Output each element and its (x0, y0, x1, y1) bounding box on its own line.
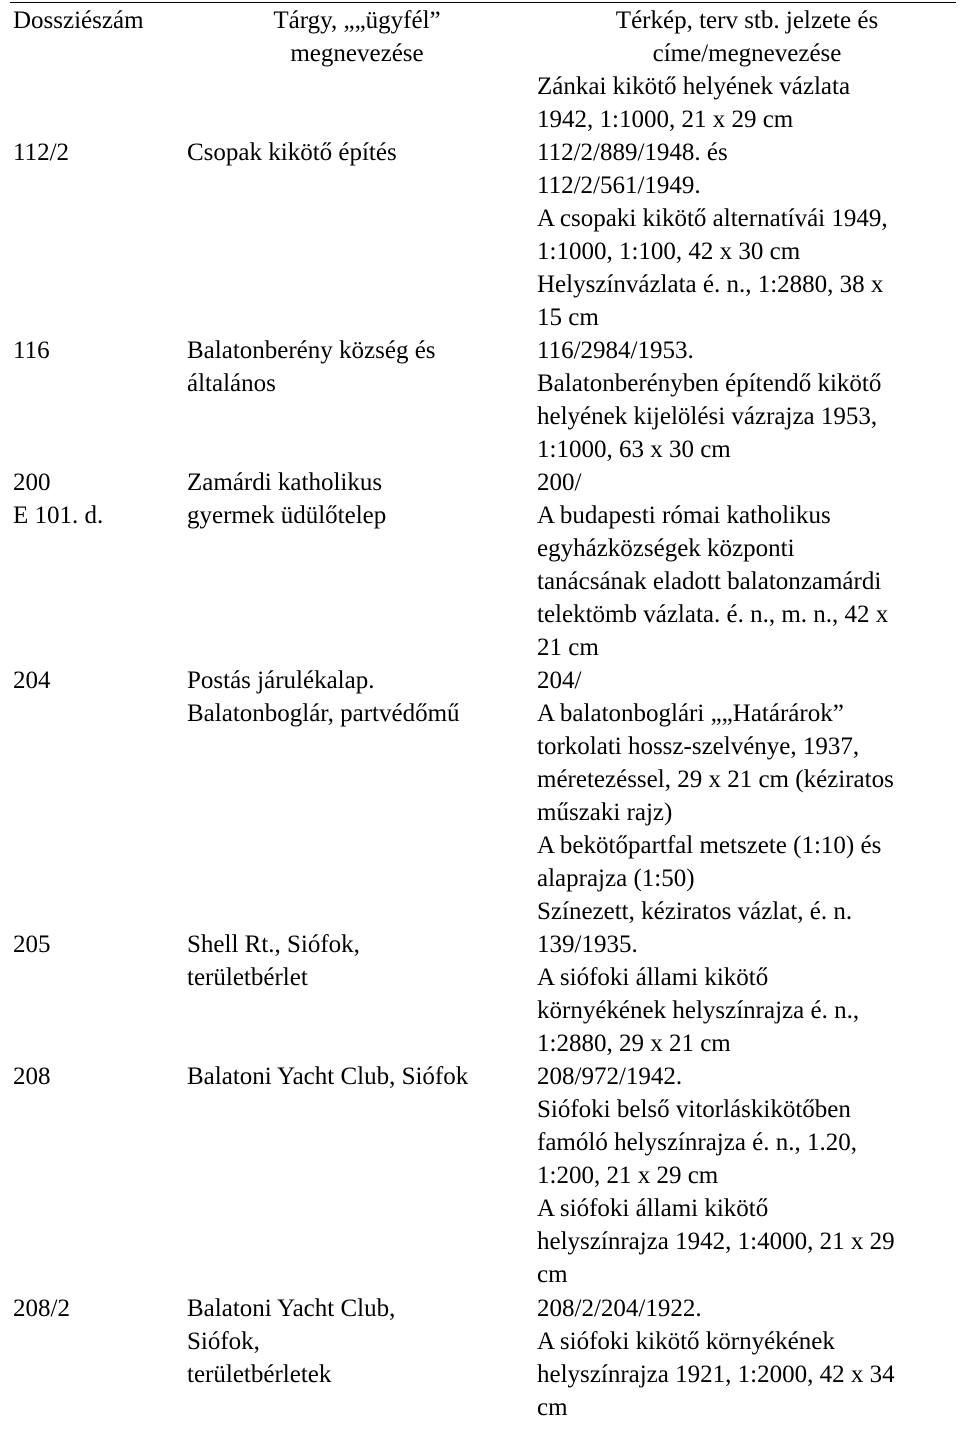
dossier-number-line: 112/2 (13, 139, 70, 166)
map-description-line: 1:1000, 1:100, 42 x 30 cm (537, 238, 801, 265)
subject-name-line: Balatoni Yacht Club, (187, 1295, 396, 1322)
dossier-number-line: 116 (13, 337, 50, 364)
header-map-title: Térkép, terv stb. jelzete és címe/megnevezése (615, 7, 879, 67)
dossier-number-line: E 101. d. (13, 502, 104, 529)
map-description-line: telektömb vázlata. é. n., m. n., 42 x (537, 601, 889, 628)
map-description-line: 200/ (537, 469, 582, 496)
subject-name-line: Shell Rt., Siófok, (187, 931, 360, 958)
map-description-line: 139/1935. (537, 931, 638, 958)
map-description-line: cm (537, 1261, 568, 1288)
map-description-line: 1942, 1:1000, 21 x 29 cm (537, 106, 794, 133)
map-description-line: 15 cm (537, 304, 599, 331)
dossier-number-line: 200 (13, 469, 51, 496)
subject-name-line: gyermek üdülőtelep (187, 502, 387, 529)
subject-name (187, 1060, 527, 1093)
map-description-line: helyszínrajza 1942, 1:4000, 21 x 29 (537, 1228, 895, 1255)
map-description (537, 466, 957, 664)
map-description-line: Siófoki belső vitorláskikötőben (537, 1096, 851, 1123)
subject-name-line: Balatonboglár, partvédőmű (187, 700, 460, 727)
map-description-line: famóló helyszínrajza é. n., 1.20, (537, 1129, 858, 1156)
map-description-line: helyének kijelölési vázrajza 1953, (537, 403, 878, 430)
subject-name-line: Csopak kikötő építés (187, 139, 397, 166)
map-description-line: torkolati hossz-szelvénye, 1937, (537, 733, 860, 760)
dossier-number (13, 664, 178, 697)
map-description-line: 208/2/204/1922. (537, 1295, 702, 1322)
map-description-line: 208/972/1942. (537, 1063, 683, 1090)
map-description-line: A budapesti római katholikus (537, 502, 831, 529)
map-description (537, 136, 957, 334)
map-description-line: alaprajza (1:50) (537, 865, 695, 892)
header-subject: Tárgy, „„ügyfél” megnevezése (273, 7, 441, 67)
map-description (537, 664, 957, 928)
subject-name (187, 136, 527, 169)
subject-name-line: Balatoni Yacht Club, Siófok (187, 1063, 469, 1090)
map-description-line: méretezéssel, 29 x 21 cm (kéziratos (537, 766, 894, 793)
map-description-line: 1:2880, 29 x 21 cm (537, 1030, 731, 1057)
subject-name-line: Zamárdi katholikus (187, 469, 383, 496)
map-description-line: műszaki rajz) (537, 799, 673, 826)
subject-name (187, 928, 527, 994)
map-description-line: 112/2/889/1948. és (537, 139, 728, 166)
map-description-line: A balatonboglári „„Határárok” (537, 700, 844, 727)
map-description-line: A csopaki kikötő alternatívái 1949, (537, 205, 888, 232)
dossier-number-line: 208 (13, 1063, 51, 1090)
map-description-line: A siófoki állami kikötő (537, 964, 769, 991)
map-description (537, 334, 957, 466)
dossier-number (13, 136, 178, 169)
map-description-line: cm (537, 1394, 568, 1421)
map-description-line: A siófoki kikötő környékének (537, 1328, 835, 1355)
map-description-line: Helyszínvázlata é. n., 1:2880, 38 x (537, 271, 884, 298)
map-description-line: 21 cm (537, 634, 599, 661)
map-description-line: Balatonberényben építendő kikötő (537, 370, 882, 397)
map-description-line: Zánkai kikötő helyének vázlata (537, 73, 851, 100)
subject-name-line: területbérlet (187, 964, 308, 991)
map-description (537, 70, 957, 136)
subject-name-line: területbérletek (187, 1361, 332, 1388)
dossier-number-line: 204 (13, 667, 51, 694)
map-description-line: Színezett, kéziratos vázlat, é. n. (537, 898, 853, 925)
header-dossier-number: Dossziészám (13, 7, 144, 34)
map-description-line: egyházközségek központi (537, 535, 795, 562)
dossier-number (13, 466, 178, 532)
subject-name-line: általános (187, 370, 276, 397)
map-description (537, 1292, 957, 1424)
dossier-number (13, 1060, 178, 1093)
map-description-line: 116/2984/1953. (537, 337, 694, 364)
map-description-line: környékének helyszínrajza é. n., (537, 997, 860, 1024)
map-description (537, 1060, 957, 1291)
header-top-rule (10, 2, 956, 3)
subject-name (187, 466, 527, 532)
map-description-line: 1:1000, 63 x 30 cm (537, 436, 731, 463)
map-description-line: tanácsának eladott balatonzamárdi (537, 568, 882, 595)
subject-name-line: Postás járulékalap. (187, 667, 375, 694)
dossier-number-line: 205 (13, 931, 51, 958)
map-description-line: A bekötőpartfal metszete (1:10) és (537, 832, 882, 859)
map-description-line: 204/ (537, 667, 582, 694)
map-description-line: 112/2/561/1949. (537, 172, 701, 199)
dossier-number (13, 1292, 178, 1325)
map-description-line: 1:200, 21 x 29 cm (537, 1162, 719, 1189)
subject-name-line: Siófok, (187, 1328, 260, 1355)
map-description-line: A siófoki állami kikötő (537, 1195, 769, 1222)
dossier-number (13, 334, 178, 367)
subject-name (187, 334, 527, 400)
subject-name-line: Balatonberény község és (187, 337, 436, 364)
subject-name (187, 664, 527, 730)
map-description-line: helyszínrajza 1921, 1:2000, 42 x 34 (537, 1361, 895, 1388)
map-description (537, 928, 957, 1060)
dossier-number-line: 208/2 (13, 1295, 70, 1322)
subject-name (187, 1292, 527, 1391)
dossier-number (13, 928, 178, 961)
